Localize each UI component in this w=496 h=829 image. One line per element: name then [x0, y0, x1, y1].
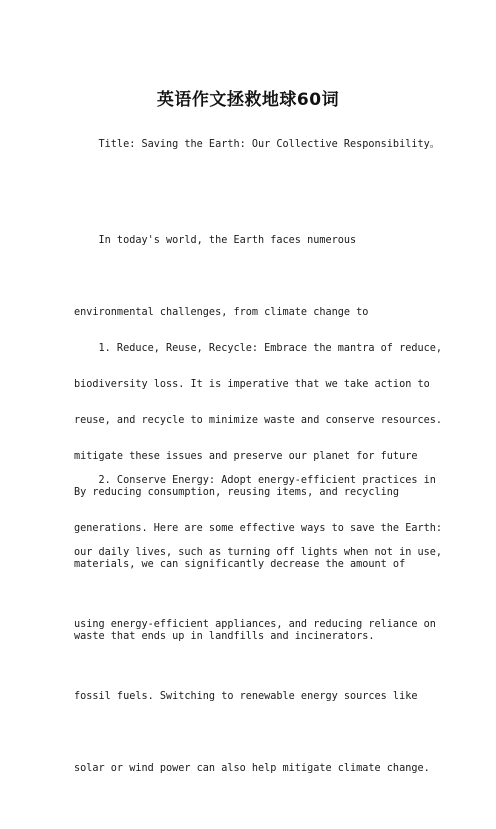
paragraph-line: environmental challenges, from climate change to	[74, 307, 369, 318]
paragraph-line: fossil fuels. Switching to renewable energy sources like	[74, 691, 418, 702]
paragraph-conserve-energy	[74, 421, 443, 829]
paragraph-line: 2. Conserve Energy: Adopt energy-efficient practices in	[74, 475, 436, 486]
paragraph-line: generations. Here are some effective ways to save the Earth:	[74, 523, 443, 534]
paragraph-line: our daily lives, such as turning off lights when not in use,	[74, 547, 443, 558]
paragraph-line: 1. Reduce, Reuse, Recycle: Embrace the mantra of reduce,	[74, 343, 443, 354]
paragraph-line: By reducing consumption, reusing items, and recycling	[74, 487, 400, 498]
document-title: 英语作文拯救地球60词	[156, 90, 340, 110]
paragraph-line: mitigate these issues and preserve our planet for future	[74, 451, 418, 462]
essay-subtitle: Title: Saving the Earth: Our Collective Responsibility。	[74, 139, 440, 150]
paragraph-line: materials, we can significantly decrease the amount of	[74, 559, 406, 570]
paragraph-line: using energy-efficient appliances, and reducing reliance on	[74, 619, 436, 630]
paragraph-line: In today's world, the Earth faces numerous	[74, 235, 357, 246]
paragraph-line: solar or wind power can also help mitigate climate change.	[74, 763, 430, 774]
paragraph-line: reuse, and recycle to minimize waste and conserve resources.	[74, 415, 443, 426]
paragraph-line: biodiversity loss. It is imperative that we take action to	[74, 379, 430, 390]
paragraph-line: waste that ends up in landfills and incinerators.	[74, 631, 375, 642]
